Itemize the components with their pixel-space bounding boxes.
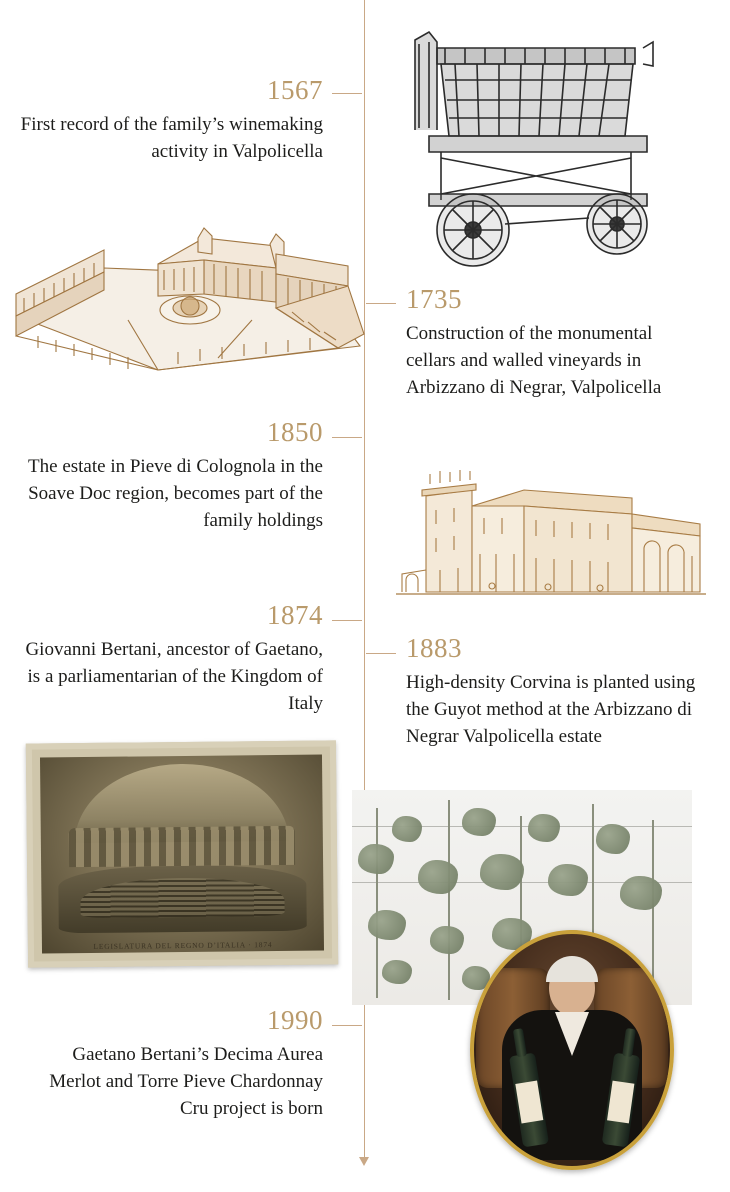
bottle-label bbox=[515, 1081, 543, 1124]
vine-leaf bbox=[596, 824, 630, 854]
event-1850 bbox=[18, 418, 323, 535]
gaetano-bertani-portrait bbox=[470, 930, 674, 1170]
vine-leaf bbox=[430, 926, 464, 954]
event-text: Giovanni Bertani, ancestor of Gaetano, is a parliamentarian of the Kingdom of Italy bbox=[25, 638, 323, 714]
tick-1567 bbox=[332, 93, 362, 94]
cart-illustration bbox=[385, 18, 660, 273]
vine-leaf bbox=[480, 854, 524, 890]
event-1735 bbox=[406, 285, 706, 402]
event-1883 bbox=[406, 634, 711, 751]
event-1990 bbox=[18, 1006, 323, 1123]
event-1567 bbox=[18, 76, 323, 166]
event-year: 1883 bbox=[406, 633, 462, 663]
portrait-hair bbox=[546, 956, 598, 982]
tick-1990 bbox=[332, 1025, 362, 1026]
vine-leaf bbox=[528, 814, 560, 842]
villa-illustration bbox=[8, 224, 376, 376]
event-year: 1567 bbox=[267, 75, 323, 105]
vine-leaf bbox=[620, 876, 662, 910]
event-year: 1850 bbox=[267, 417, 323, 447]
vine-leaf bbox=[548, 864, 588, 896]
event-text: The estate in Pieve di Colognola in the Soave Doc region, becomes part of the family holdings bbox=[28, 455, 323, 531]
bottle-label bbox=[607, 1081, 634, 1124]
event-1874 bbox=[18, 601, 323, 718]
vine-leaf bbox=[382, 960, 412, 984]
vine-leaf bbox=[418, 860, 458, 894]
vine-leaf bbox=[462, 808, 496, 836]
tick-1850 bbox=[332, 437, 362, 438]
event-year: 1874 bbox=[267, 600, 323, 630]
parliament-photo-image bbox=[40, 755, 324, 954]
hall-arches bbox=[69, 825, 295, 867]
vine-leaf bbox=[368, 910, 406, 940]
parliament-photo-caption: LEGISLATURA DEL REGNO D’ITALIA · 1874 bbox=[93, 940, 273, 951]
event-text: Gaetano Bertani’s Decima Aurea Merlot and Torre Pieve Chardonnay Cru project is born bbox=[49, 1043, 323, 1119]
vine-stem bbox=[376, 808, 378, 998]
vine-stem bbox=[448, 800, 450, 1000]
parliament-photo bbox=[26, 740, 338, 967]
vine-leaf bbox=[358, 844, 394, 874]
event-text: Construction of the monumental cellars and walled vineyards in Arbizzano di Negrar, Valpolicella bbox=[406, 322, 662, 398]
tick-1883 bbox=[366, 653, 396, 654]
vine-leaf bbox=[392, 816, 422, 842]
cellar-illustration bbox=[396, 462, 706, 602]
timeline-axis-arrow bbox=[359, 1157, 369, 1166]
tick-1874 bbox=[332, 620, 362, 621]
event-text: First record of the family’s winemaking activity in Valpolicella bbox=[20, 113, 323, 162]
event-year: 1735 bbox=[406, 284, 462, 314]
event-text: High-density Corvina is planted using the Guyot method at the Arbizzano di Negrar Valpolicella estate bbox=[406, 671, 696, 747]
event-year: 1990 bbox=[267, 1005, 323, 1035]
